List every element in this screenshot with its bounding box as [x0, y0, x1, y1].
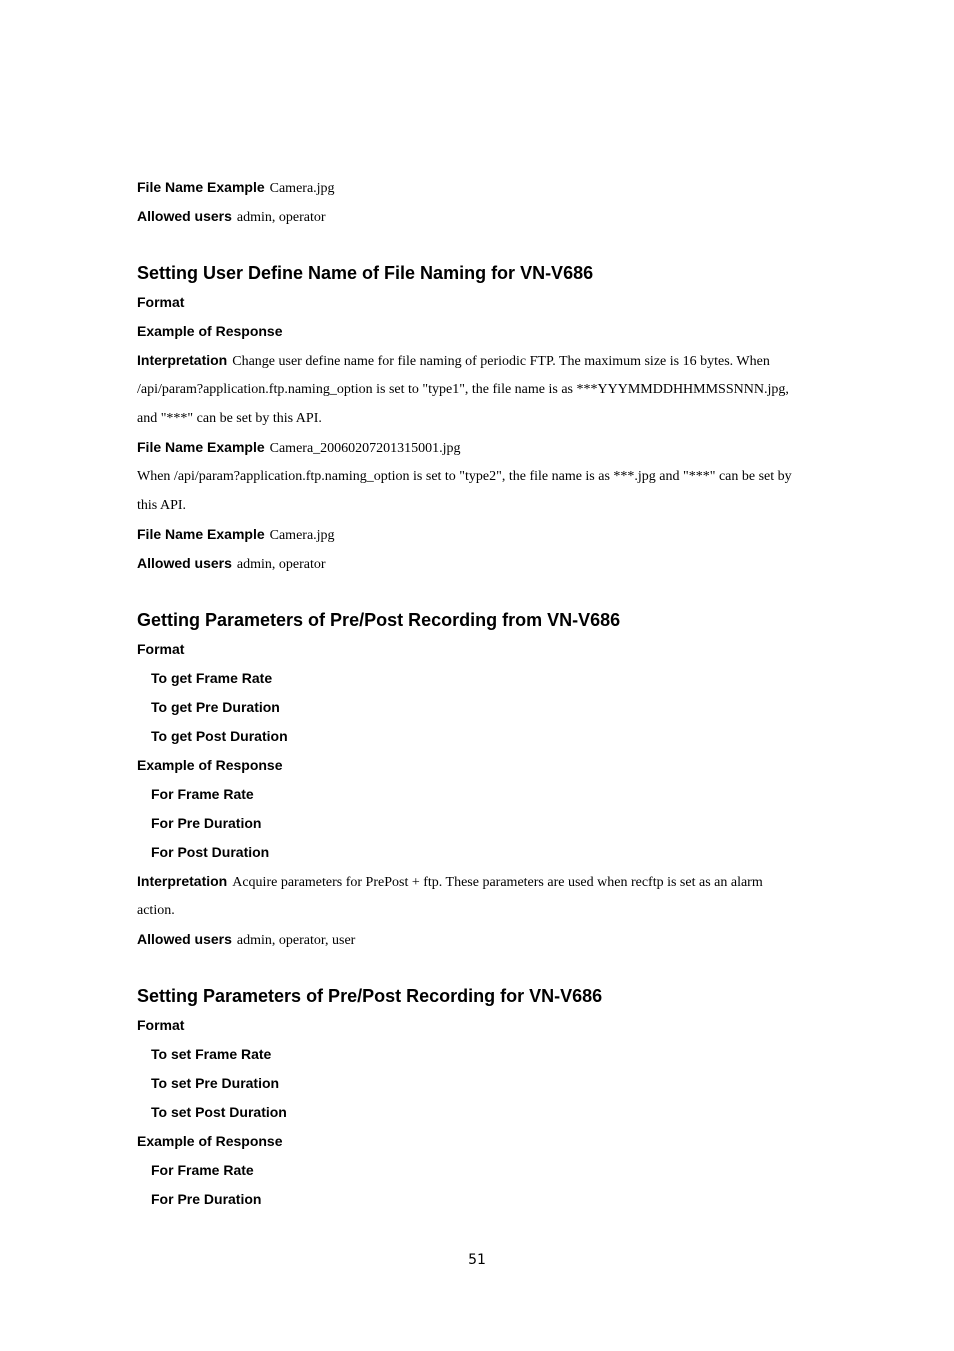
- example-item: For Frame Rate: [151, 786, 254, 802]
- field-label: File Name Example: [137, 526, 265, 542]
- format-item: To get Pre Duration: [151, 699, 280, 715]
- format-item: To set Frame Rate: [151, 1046, 272, 1062]
- page-number: 51: [468, 1252, 486, 1268]
- field-value: Acquire parameters for PrePost + ftp. These parameters are used when recftp is set as an alarm: [232, 875, 763, 890]
- field-label: Interpretation: [137, 873, 228, 889]
- file-name-example-row: [137, 520, 827, 549]
- allowed-users-row: [137, 925, 827, 954]
- field-label: File Name Example: [137, 179, 265, 195]
- document-page: [137, 173, 827, 1214]
- example-response-label: Example of Response: [137, 757, 283, 773]
- example-item: For Pre Duration: [151, 1191, 262, 1207]
- example-response-label: Example of Response: [137, 323, 283, 339]
- format-label: Format: [137, 294, 185, 310]
- field-value: Camera.jpg: [269, 181, 335, 196]
- body-text: /api/param?application.ftp.naming_option is set to "type1", the file name is as ***YYYMMDDHHMMSSNNN.jpg,: [137, 382, 789, 397]
- section-heading: Setting Parameters of Pre/Post Recording for VN-V686: [137, 986, 603, 1006]
- format-item: To set Post Duration: [151, 1104, 287, 1120]
- field-value: admin, operator, user: [236, 933, 356, 948]
- field-value: Camera.jpg: [269, 528, 335, 543]
- file-name-example-row: [137, 173, 827, 202]
- field-label: Allowed users: [137, 931, 232, 947]
- allowed-users-row: [137, 549, 827, 578]
- file-name-example-row: [137, 433, 827, 462]
- field-label: Allowed users: [137, 555, 232, 571]
- body-text: and "***" can be set by this API.: [137, 411, 322, 426]
- example-item: For Pre Duration: [151, 815, 262, 831]
- format-item: To get Post Duration: [151, 728, 288, 744]
- section-heading: Setting User Define Name of File Naming for VN-V686: [137, 263, 594, 283]
- field-label: Interpretation: [137, 352, 228, 368]
- example-item: For Frame Rate: [151, 1162, 254, 1178]
- allowed-users-row: [137, 202, 827, 231]
- body-text: When /api/param?application.ftp.naming_option is set to "type2", the file name is as ***.jpg and "***" can be set by: [137, 469, 792, 484]
- body-text: action.: [137, 903, 175, 918]
- example-response-label: Example of Response: [137, 1133, 283, 1149]
- field-value: Change user define name for file naming of periodic FTP. The maximum size is 16 bytes. When: [232, 354, 770, 369]
- format-item: To get Frame Rate: [151, 670, 273, 686]
- field-value: admin, operator: [236, 210, 326, 225]
- format-label: Format: [137, 641, 185, 657]
- interpretation-row: [137, 346, 827, 375]
- body-text: this API.: [137, 498, 187, 513]
- interpretation-row: [137, 867, 827, 896]
- field-label: Allowed users: [137, 208, 232, 224]
- example-item: For Post Duration: [151, 844, 270, 860]
- format-label: Format: [137, 1017, 185, 1033]
- field-value: Camera_20060207201315001.jpg: [269, 441, 461, 456]
- format-item: To set Pre Duration: [151, 1075, 280, 1091]
- field-value: admin, operator: [236, 557, 326, 572]
- section-heading: Getting Parameters of Pre/Post Recording from VN-V686: [137, 610, 621, 630]
- field-label: File Name Example: [137, 439, 265, 455]
